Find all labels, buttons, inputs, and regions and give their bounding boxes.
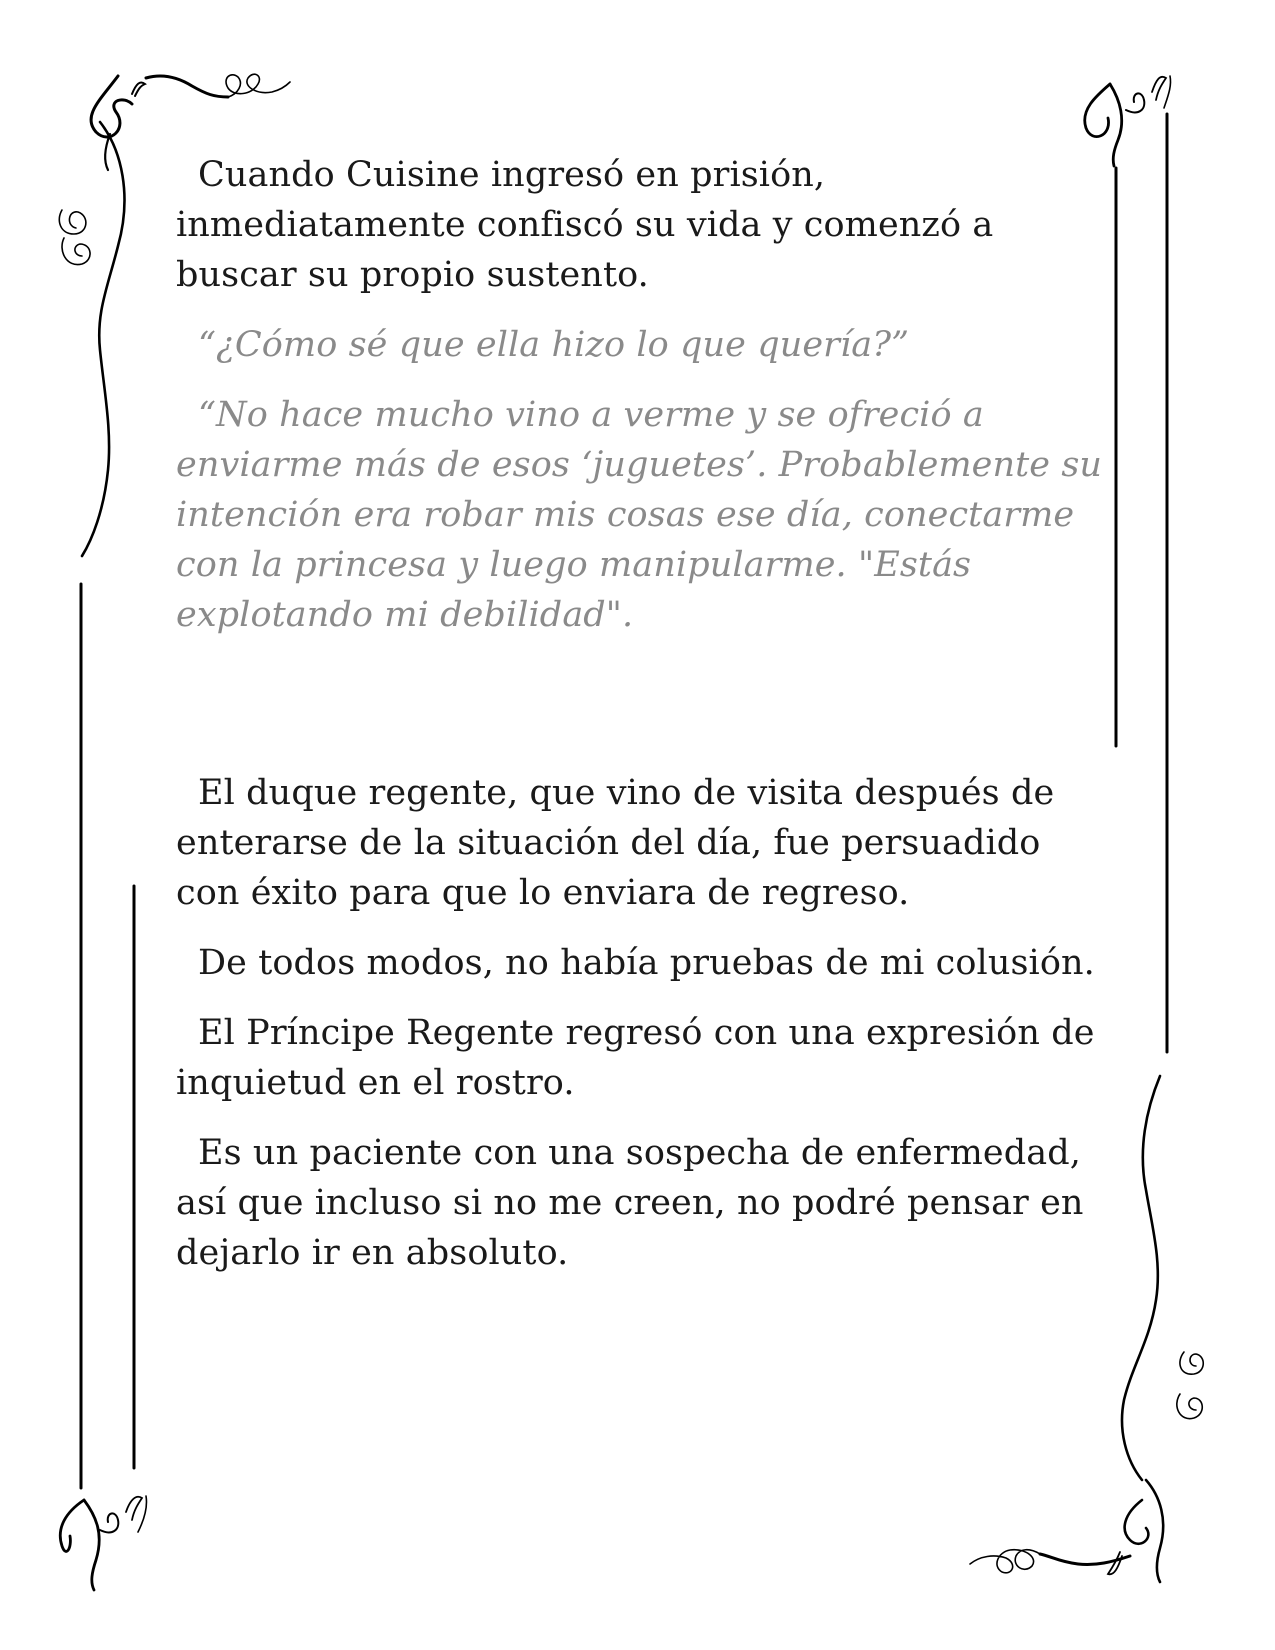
italic-dialogue-toys: “No hace mucho vino a verme y se ofreció a enviarme más de esos ‘juguetes’. Probablemente su intención era robar mis cosas ese día, conectarme con la princesa y luego manipularme. "Estás explotando mi debilidad".: [176, 395, 1103, 635]
paragraph-duke-regent: El duque regente, que vino de visita después de enterarse de la situación del día, fue persuadido con éxito para que lo enviara de regreso.: [176, 773, 1055, 913]
paragraph-no-evidence: De todos modos, no había pruebas de mi colusión.: [198, 943, 1095, 983]
paragraph-cuisine-prison: Cuando Cuisine ingresó en prisión, inmediatamente confiscó su vida y comenzó a buscar su propio sustento.: [176, 155, 994, 295]
italic-dialogue-question: “¿Cómo sé que ella hizo lo que quería?”: [198, 325, 910, 365]
section-gap: [176, 660, 1106, 768]
bottom-left-flourish-icon: [60, 1496, 146, 1590]
page-text-block: [176, 150, 1106, 1298]
paragraph-patient: Es un paciente con una sospecha de enfermedad, así que incluso si no me creen, no podré pensar en dejarlo ir en absoluto.: [176, 1133, 1084, 1273]
paragraph-prince-regent: El Príncipe Regente regresó con una expresión de inquietud en el rostro.: [176, 1013, 1095, 1103]
